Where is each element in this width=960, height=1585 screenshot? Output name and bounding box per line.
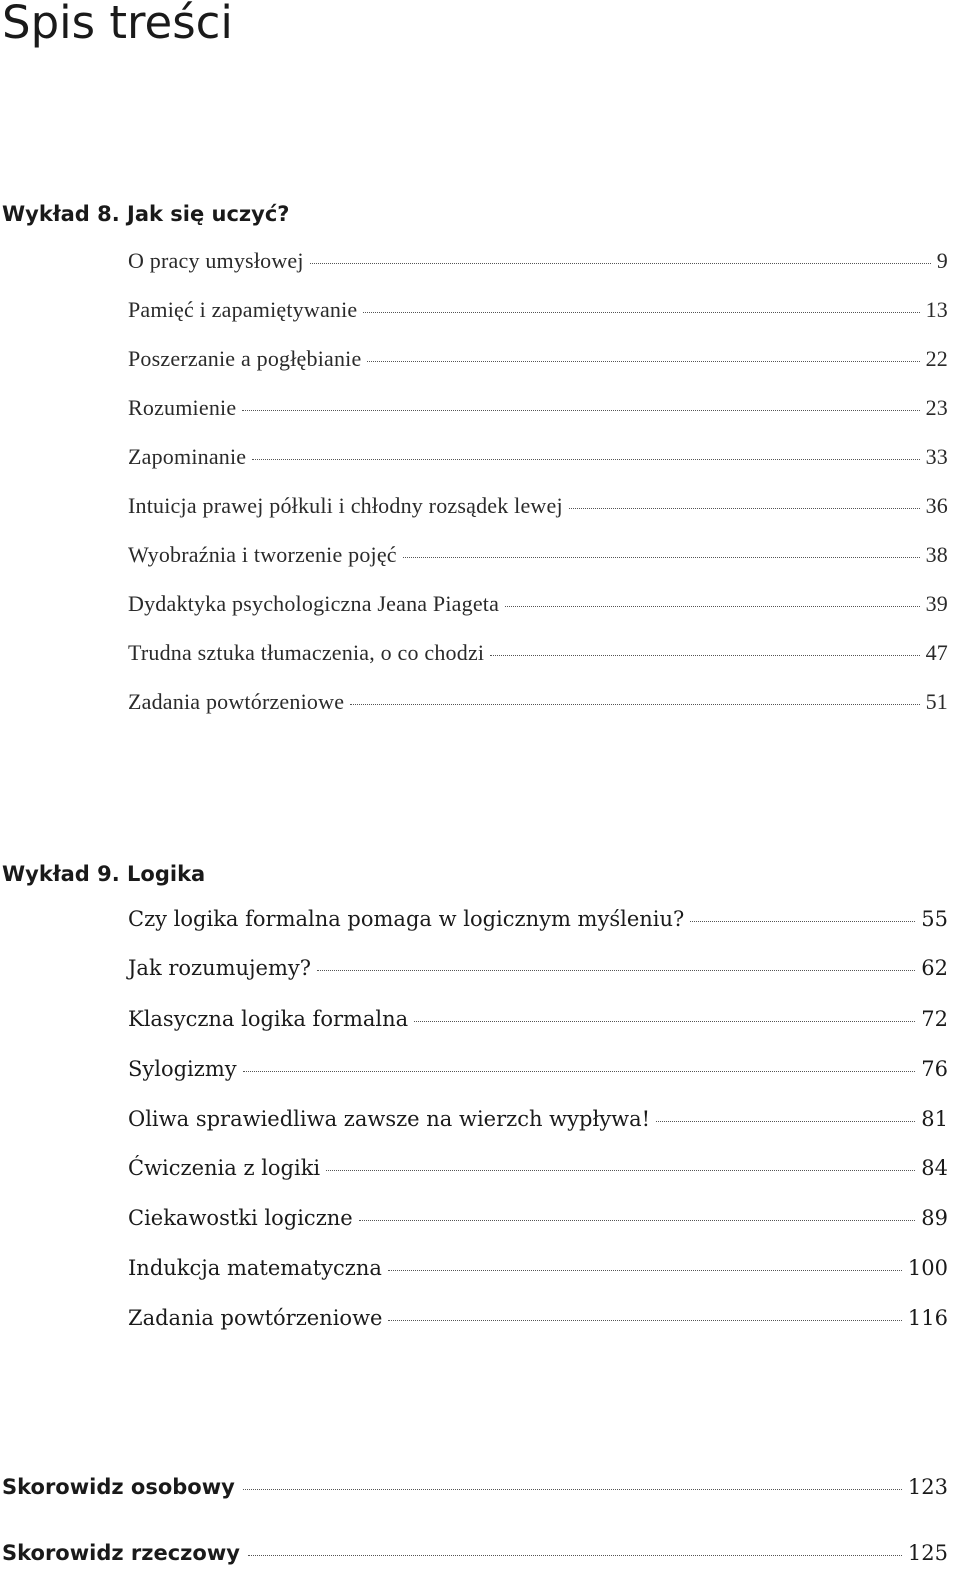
toc-entry[interactable] — [128, 1305, 948, 1331]
toc-entry-page: 47 — [925, 640, 948, 665]
dot-leader — [243, 1489, 902, 1490]
dot-leader — [243, 1071, 916, 1072]
index-entry-page: 125 — [907, 1541, 948, 1565]
section-heading-wyklad-9: Wykład 9. Logika — [2, 862, 206, 886]
toc-entry[interactable] — [128, 346, 948, 372]
toc-entry-page: 55 — [921, 907, 948, 931]
dot-leader — [388, 1270, 902, 1271]
toc-entry-title: Wyobraźnia i tworzenie pojęć — [128, 542, 397, 567]
index-entry-skorowidz-osobowy[interactable] — [2, 1474, 948, 1500]
toc-entry-title: Klasyczna logika formalna — [128, 1007, 409, 1031]
toc-entry-title: Trudna sztuka tłumaczenia, o co chodzi — [128, 640, 485, 665]
dot-leader — [310, 263, 931, 264]
toc-entry-page: 36 — [925, 493, 948, 518]
section-heading-wyklad-8: Wykład 8. Jak się uczyć? — [2, 202, 290, 226]
dot-leader — [690, 921, 915, 922]
dot-leader — [252, 459, 919, 460]
toc-entry-page: 81 — [921, 1107, 948, 1131]
toc-entry[interactable] — [128, 297, 948, 323]
dot-leader — [403, 557, 920, 558]
toc-entry[interactable] — [128, 444, 948, 470]
dot-leader — [414, 1021, 915, 1022]
toc-entry[interactable] — [128, 906, 948, 932]
toc-entry[interactable] — [128, 1006, 948, 1032]
toc-entry-title: Ćwiczenia z logiki — [128, 1156, 321, 1180]
toc-entry[interactable] — [128, 689, 948, 715]
toc-entry[interactable] — [128, 1155, 948, 1181]
toc-entry[interactable] — [128, 395, 948, 421]
toc-entry-title: Pamięć i zapamiętywanie — [128, 297, 358, 322]
toc-entry-title: Indukcja matematyczna — [128, 1256, 382, 1280]
dot-leader — [317, 970, 915, 971]
toc-entry-page: 23 — [925, 395, 948, 420]
dot-leader — [388, 1320, 901, 1321]
dot-leader — [363, 312, 919, 313]
toc-entry[interactable] — [128, 1205, 948, 1231]
dot-leader — [656, 1121, 915, 1122]
toc-entry-page: 100 — [907, 1256, 948, 1280]
toc-entry-title: Czy logika formalna pomaga w logicznym myśleniu? — [128, 907, 685, 931]
dot-leader — [242, 410, 919, 411]
toc-entry-page: 9 — [936, 248, 948, 273]
dot-leader — [350, 704, 919, 705]
toc-entry-page: 38 — [925, 542, 948, 567]
toc-entry-page: 62 — [921, 956, 948, 980]
toc-entry-page: 76 — [921, 1057, 948, 1081]
toc-entry-title: Poszerzanie a pogłębianie — [128, 346, 362, 371]
toc-entry[interactable] — [128, 248, 948, 274]
dot-leader — [326, 1170, 915, 1171]
toc-entry-page: 13 — [925, 297, 948, 322]
toc-entry-page: 72 — [921, 1007, 948, 1031]
toc-entry[interactable] — [128, 591, 948, 617]
dot-leader — [490, 655, 919, 656]
toc-entry-title: Oliwa sprawiedliwa zawsze na wierzch wypływa! — [128, 1107, 651, 1131]
toc-entry-title: Dydaktyka psychologiczna Jeana Piageta — [128, 591, 500, 616]
dot-leader — [367, 361, 919, 362]
toc-entry-title: Zadania powtórzeniowe — [128, 689, 345, 714]
toc-entry-page: 33 — [925, 444, 948, 469]
dot-leader — [569, 508, 920, 509]
toc-entry[interactable] — [128, 1106, 948, 1132]
index-entry-skorowidz-rzeczowy[interactable] — [2, 1540, 948, 1566]
toc-entry-title: Intuicja prawej półkuli i chłodny rozsądek lewej — [128, 493, 563, 518]
toc-entry-title: Zadania powtórzeniowe — [128, 1306, 383, 1330]
toc-entry-page: 51 — [925, 689, 948, 714]
dot-leader — [505, 606, 920, 607]
toc-entry-page: 84 — [921, 1156, 948, 1180]
toc-entry-title: Jak rozumujemy? — [128, 956, 312, 980]
toc-entry[interactable] — [128, 493, 948, 519]
toc-entry-title: Ciekawostki logiczne — [128, 1206, 353, 1230]
index-entry-title: Skorowidz osobowy — [2, 1475, 235, 1499]
index-entry-title: Skorowidz rzeczowy — [2, 1541, 240, 1565]
index-entry-page: 123 — [907, 1475, 948, 1499]
toc-entry-page: 116 — [907, 1306, 948, 1330]
toc-entry[interactable] — [128, 1255, 948, 1281]
page-title: Spis treści — [2, 0, 233, 49]
toc-entry-page: 22 — [925, 346, 948, 371]
toc-entry[interactable] — [128, 542, 948, 568]
toc-entry-page: 39 — [925, 591, 948, 616]
toc-entry-title: Rozumienie — [128, 395, 237, 420]
toc-entry[interactable] — [128, 955, 948, 981]
dot-leader — [359, 1220, 916, 1221]
toc-entry-page: 89 — [921, 1206, 948, 1230]
toc-entry[interactable] — [128, 1056, 948, 1082]
toc-entry[interactable] — [128, 640, 948, 666]
dot-leader — [248, 1555, 902, 1556]
toc-entry-title: Sylogizmy — [128, 1057, 237, 1081]
toc-entry-title: Zapominanie — [128, 444, 247, 469]
toc-entry-title: O pracy umysłowej — [128, 248, 304, 273]
